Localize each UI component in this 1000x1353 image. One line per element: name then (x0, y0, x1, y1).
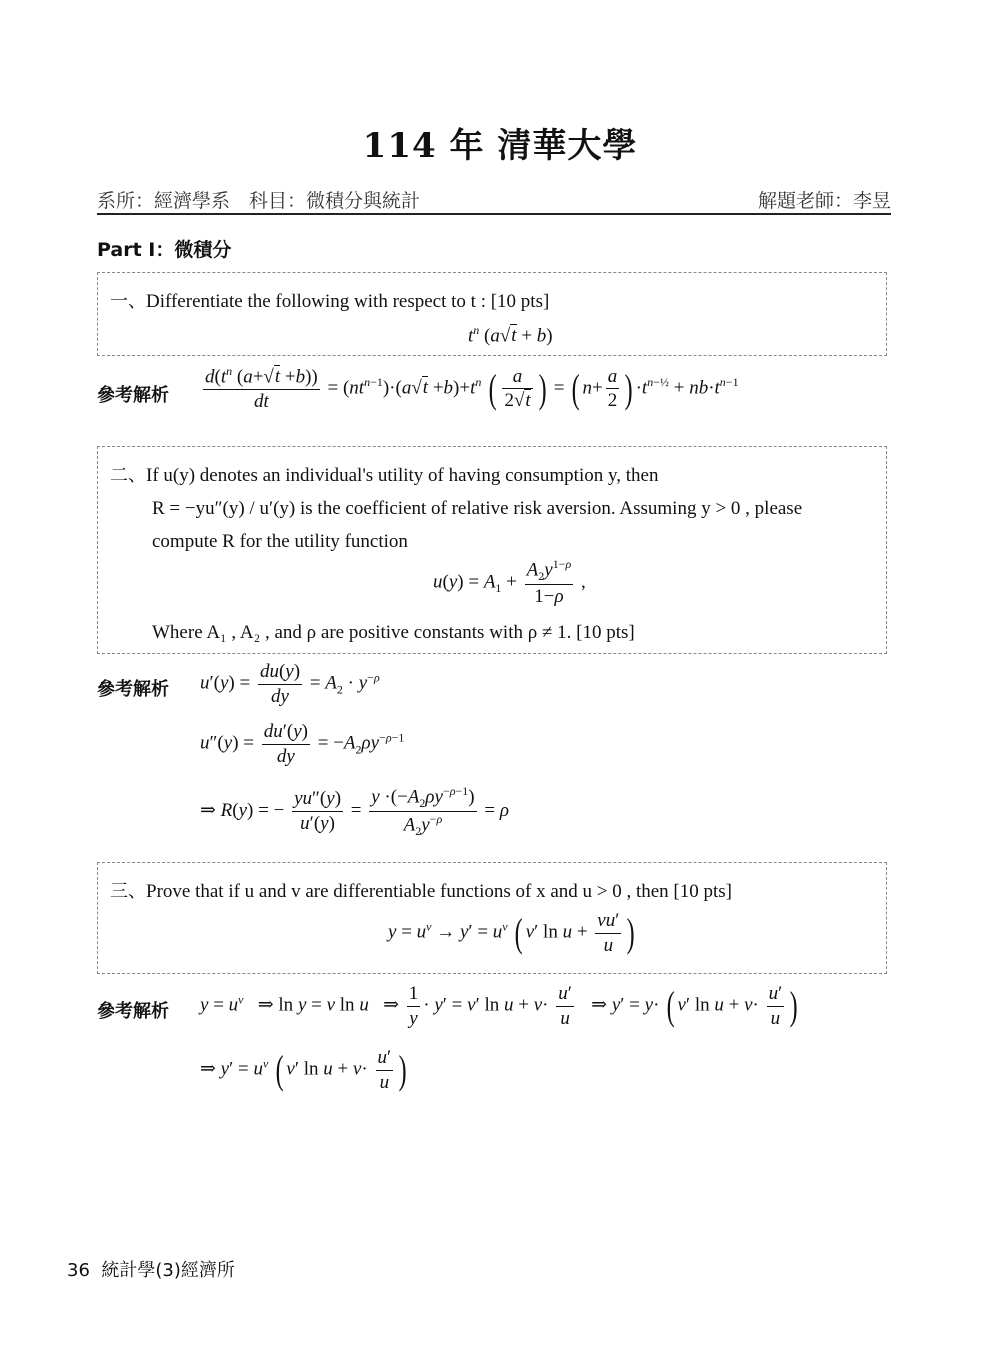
question-2-text-1: If u(y) denotes an individual's utility of having consumption y, then (146, 465, 659, 486)
question-3-formula: $y = u^v \to y' = u^v$ ( v′ ln u + $\frac{vu'}{u}$ ) (388, 910, 636, 956)
answer-2-label: 參考解析 (97, 679, 169, 700)
question-1-text (110, 291, 549, 314)
question-2-number: 二、 (110, 465, 146, 486)
question-2-formula: $u(y) = A_1$ + $\frac{A_2y^{1-\rho}}{1-\rho}$ , (433, 557, 586, 608)
question-2-line-3: compute R for the utility function (152, 531, 408, 552)
question-2-line-1 (110, 465, 878, 488)
question-3-text (110, 881, 732, 904)
header-rule (97, 213, 891, 215)
question-2-line-2: R = −yu″(y) / u′(y) is the coefficient of relative risk aversion. Assuming y > 0 , please (152, 498, 803, 519)
answer-2-line-2: u″(y) = $\frac{du'(y)}{dy}$ = $-A_2\rho y^{-\rho-1}$ (200, 721, 405, 767)
page-title: 114 年 清華大學 (362, 126, 638, 166)
book-title: 統計學(3)經濟所 (101, 1260, 235, 1281)
part-heading: Part I：微積分 (97, 239, 232, 261)
question-1-number: 一、 (110, 291, 146, 312)
question-2-box (97, 446, 887, 654)
answer-3-line-2: ⇒ $y' = u^v$ ( v′ ln u + v· $\frac{u'}{u}$ ) (200, 1047, 407, 1093)
question-2-line-4: Where A₁ , A₂ , and ρ are positive constants with ρ ≠ 1. [10 pts] (152, 622, 635, 643)
header-teacher: 解題老師：李昱 (757, 190, 891, 212)
answer-1-label: 參考解析 (97, 385, 169, 406)
question-1-box (97, 272, 887, 356)
answer-1-formula: $\frac{d(t^n (a+√t +b))}{dt}$ = $(nt^{n-1})\cdot(a√t +b)+t^n$ ( $\frac{a}{2√t}$ ) = ( n+ $\frac{a}{2}$ ) $\cdot t^{n-\frac{1}{2}} + nb\cdot t^{n-1}$ (205, 364, 739, 413)
question-3-number: 三、 (110, 881, 146, 902)
answer-3-line-1: $y = u^v$ ⇒ ln y = v ln u ⇒ $\frac{1}{y}$ · y′ = v′ ln u + v· $\frac{u'}{u}$ ⇒ y′ = y· ( v′ ln u + v· $\frac{u'}{u}$ ) (200, 983, 798, 1029)
answer-3-label: 參考解析 (97, 1001, 169, 1022)
question-3-prompt: Prove that if u and v are differentiable functions of x and u > 0 , then [10 pts] (146, 881, 733, 902)
question-1-formula: $t^n$ (a√t + b) (468, 323, 553, 347)
header-department-subject: 系所：經濟學系 科目：微積分與統計 (97, 190, 421, 212)
question-3-box (97, 862, 887, 974)
page-number: 36 (67, 1260, 90, 1281)
answer-2-line-1: u′(y) = $\frac{du(y)}{dy}$ = $A_2 \cdot y^{-\rho}$ (200, 661, 380, 707)
question-1-prompt: Differentiate the following with respect to t : [10 pts] (146, 291, 550, 312)
footer (67, 1256, 235, 1282)
answer-2-line-3: ⇒ R(y) = − $\frac{yu''(y)}{u'(y)}$ = $\frac{y \cdot(-A_2\rho y^{-\rho-1})}{A_2y^{-\rho}}$ = ρ (200, 784, 509, 839)
